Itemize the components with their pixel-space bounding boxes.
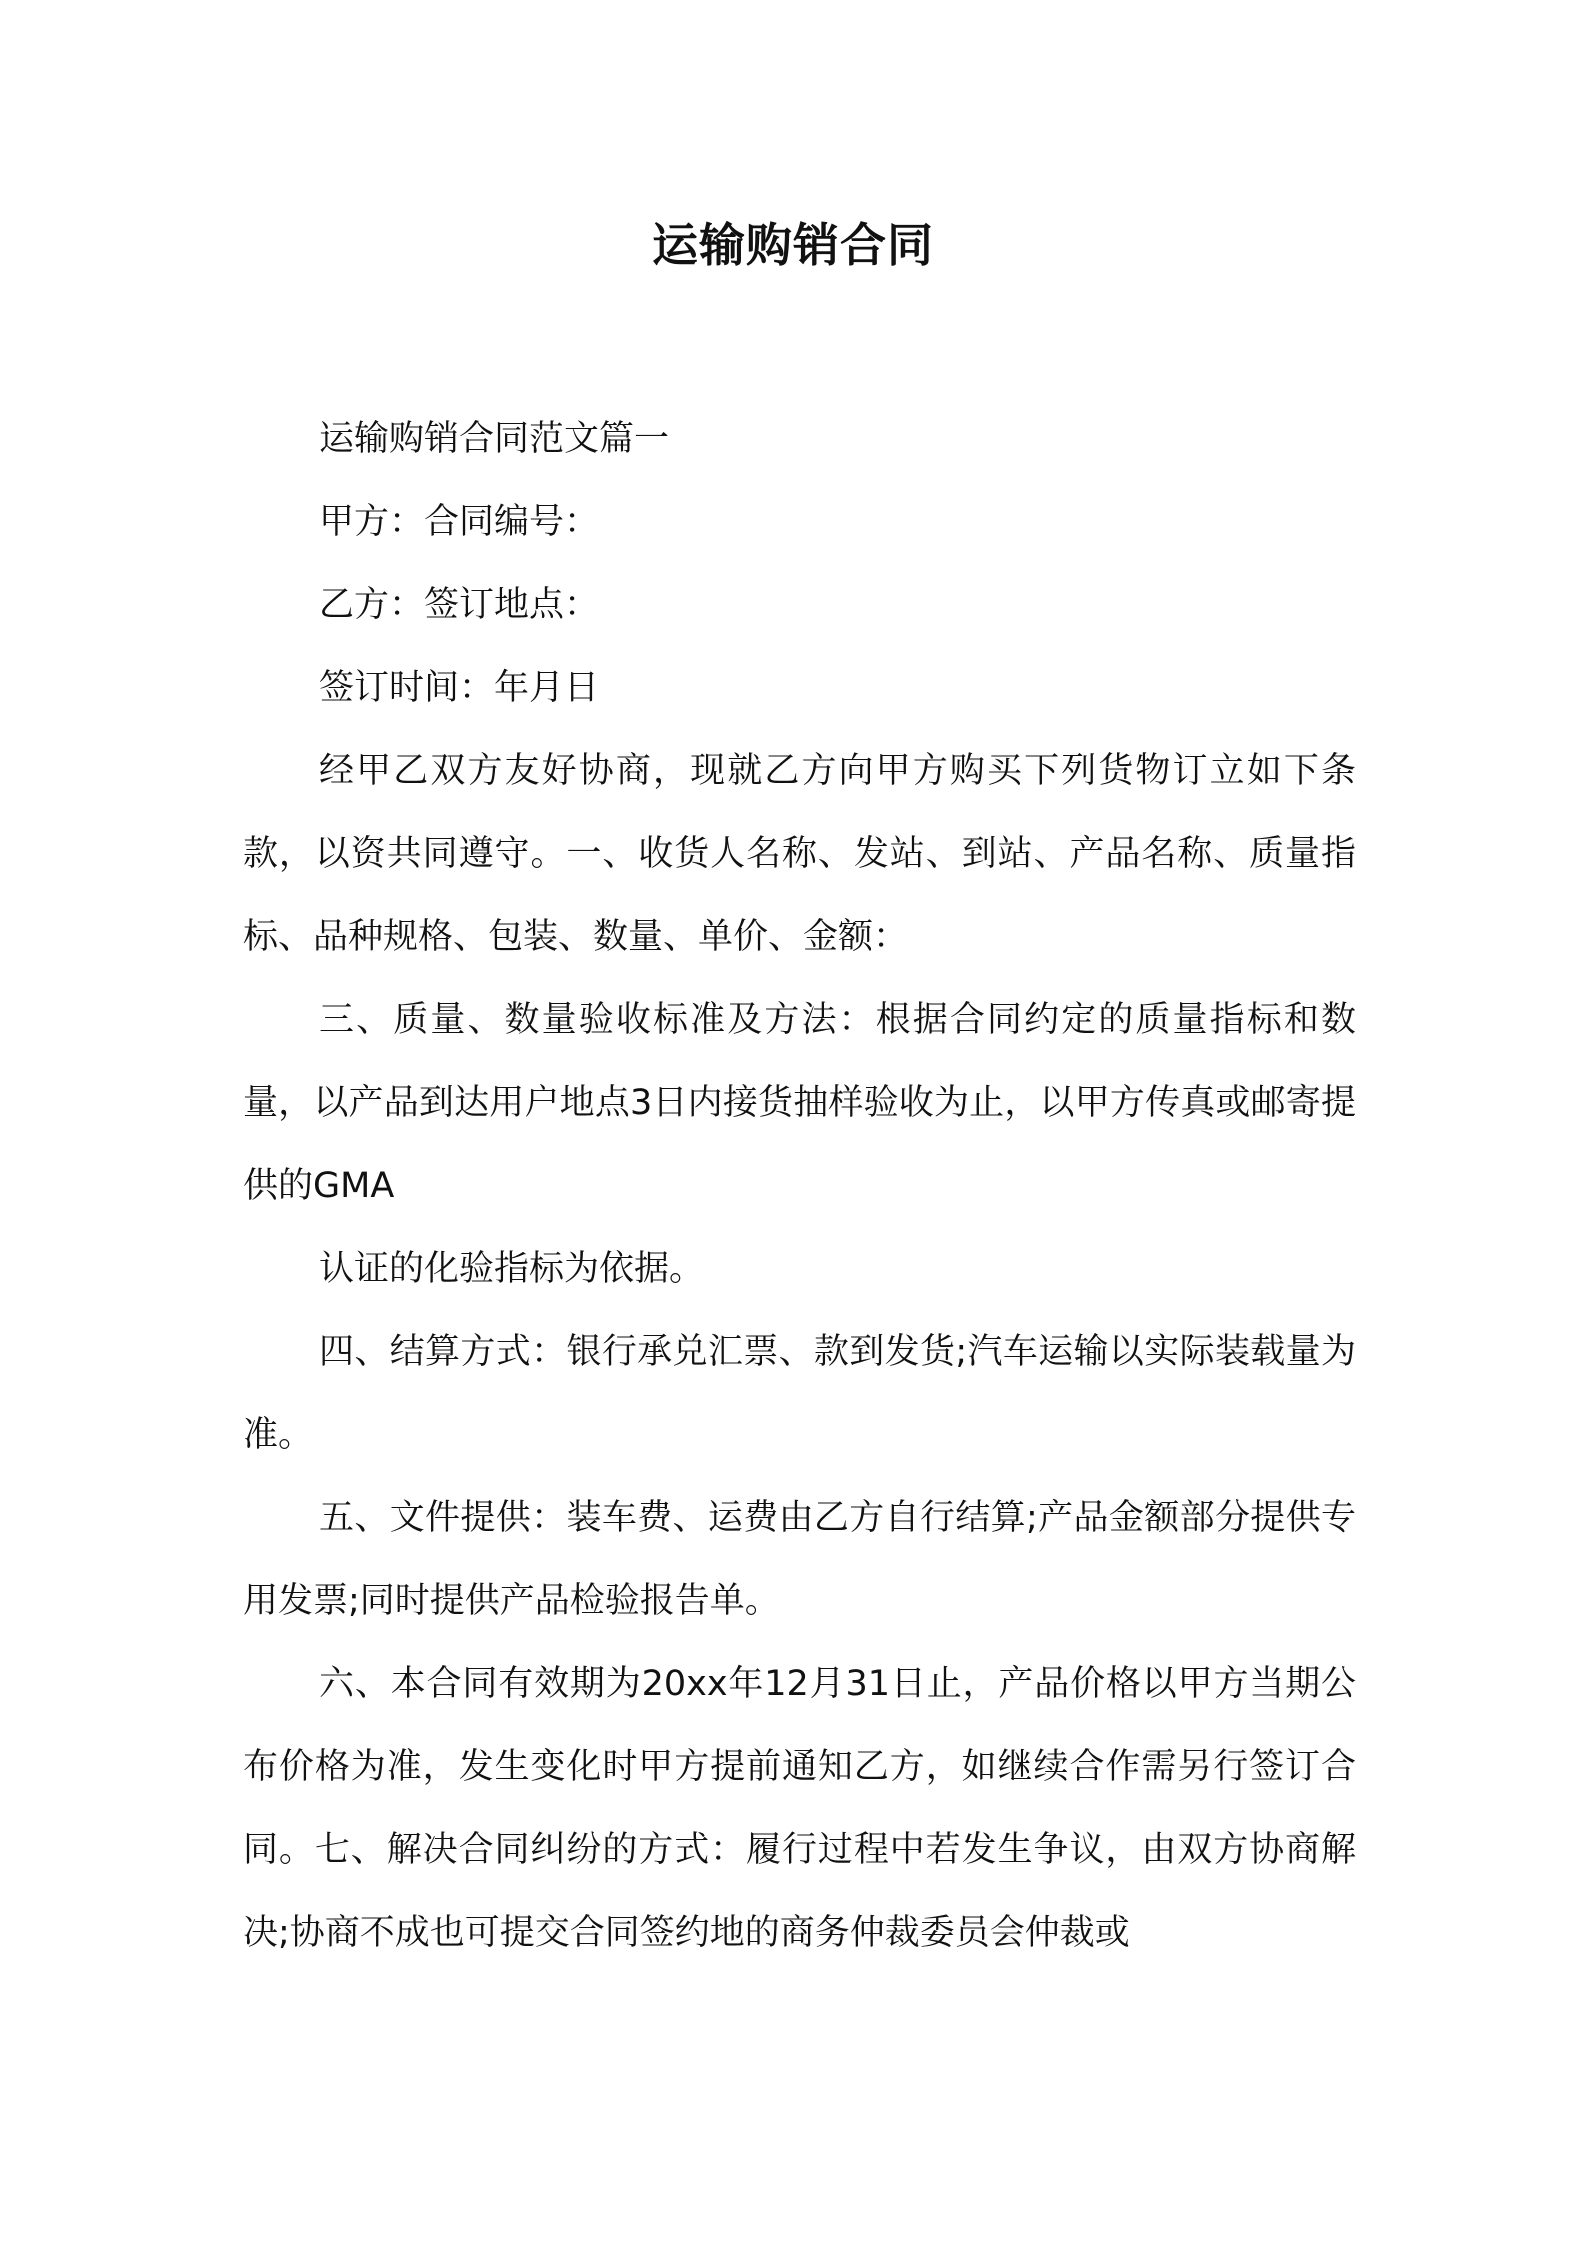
paragraph-clause-3-cont: 认证的化验指标为依据。 bbox=[319, 1249, 705, 1289]
paragraph-clause-4: 四、结算方式：银行承兑汇票、款到发货;汽车运输以实际装载量为准。 bbox=[243, 1332, 1356, 1455]
paragraph-party-b: 乙方：签订地点： bbox=[319, 585, 600, 625]
document-body bbox=[243, 398, 1356, 1975]
paragraph-preamble: 经甲乙双方友好协商，现就乙方向甲方购买下列货物订立如下条款，以资共同遵守。一、收货人名称、发站、到站、产品名称、质量指标、品种规格、包装、数量、单价、金额： bbox=[243, 751, 1356, 957]
document-title: 运输购销合同 bbox=[652, 218, 934, 272]
paragraph-clause-6: 六、本合同有效期为20xx年12月31日止，产品价格以甲方当期公布价格为准，发生变化时甲方提前通知乙方，如继续合作需另行签订合同。七、解决合同纠纷的方式：履行过程中若发生争议，由双方协商解决;协商不成也可提交合同签约地的商务仲裁委员会仲裁或 bbox=[243, 1664, 1356, 1953]
paragraph-clause-3: 三、质量、数量验收标准及方法：根据合同约定的质量指标和数量，以产品到达用户地点3日内接货抽样验收为止，以甲方传真或邮寄提供的GMA bbox=[243, 1000, 1356, 1206]
paragraph-party-a: 甲方：合同编号： bbox=[319, 502, 600, 542]
paragraph-signing-date: 签订时间：年月日 bbox=[319, 668, 600, 708]
paragraph-clause-5: 五、文件提供：装车费、运费由乙方自行结算;产品金额部分提供专用发票;同时提供产品检验报告单。 bbox=[243, 1498, 1356, 1621]
paragraph-heading: 运输购销合同范文篇一 bbox=[319, 419, 670, 459]
